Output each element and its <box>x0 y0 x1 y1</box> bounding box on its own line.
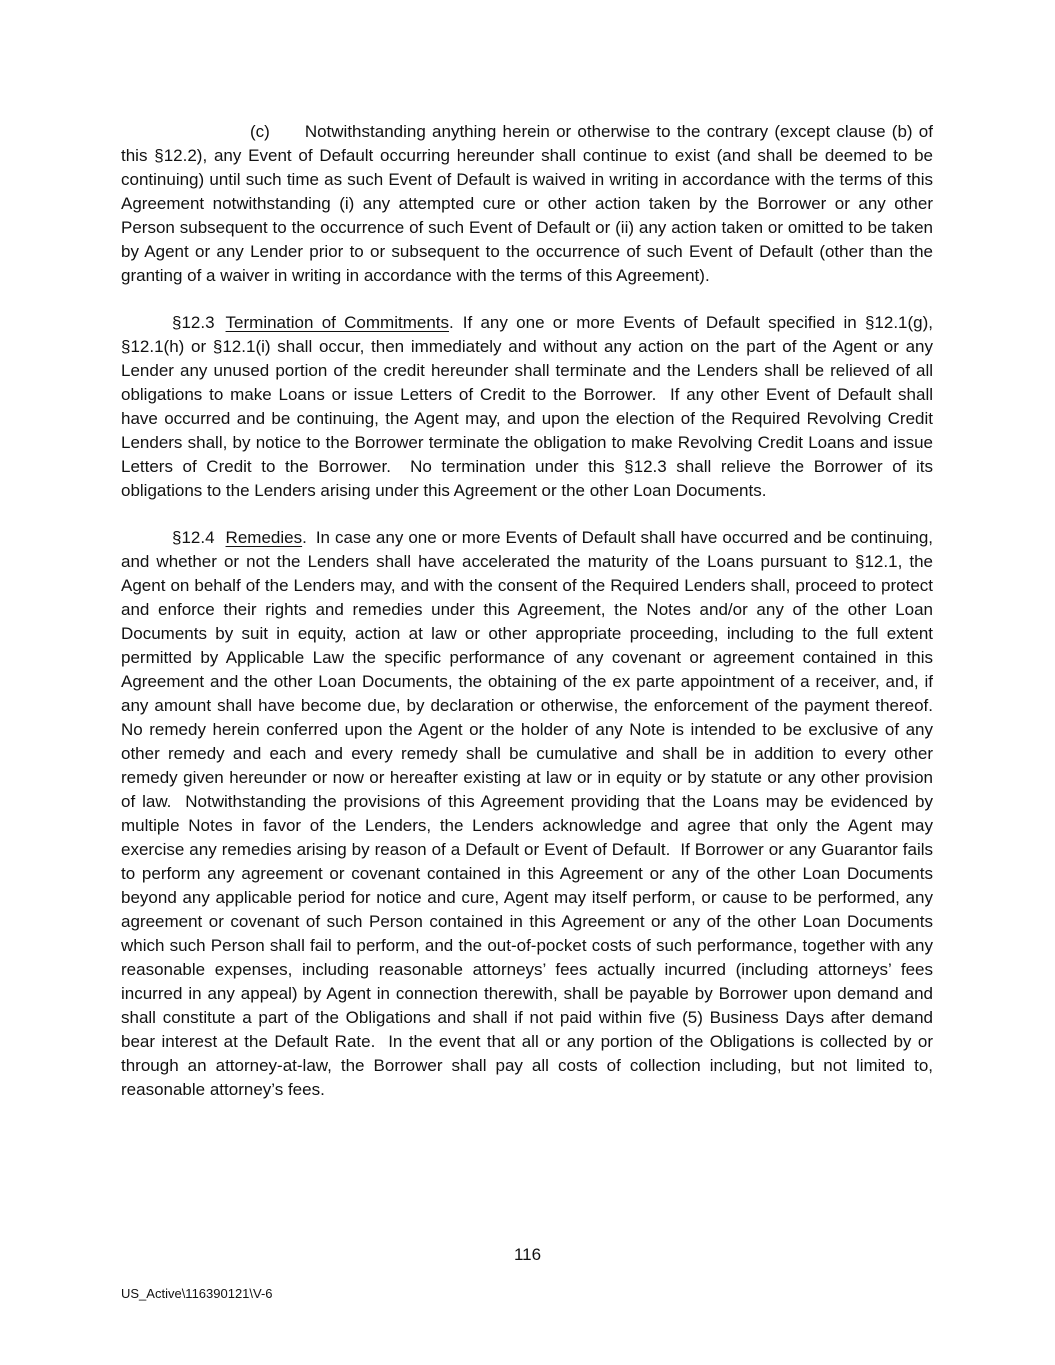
clause-c-text: Notwithstanding anything herein or otherwise to the contrary (except clause (b) of this §12.2), any Event of Default occurring hereunder shall continue to exist (and shall be deemed to be continuing) until such time as such Event of Default is waived in writing in accordance with the terms of this Agreement notwithstanding (i) any attempted cure or other action taken by the Borrower or any other Person subsequent to the occurrence of such Event of Default or (ii) any action taken or omitted to be taken by Agent or any Lender prior to or subsequent to the occurrence of such Event of Default (other than the granting of a waiver in writing in accordance with the terms of this Agreement). <box>121 122 938 285</box>
clause-c-label: (c) <box>250 122 270 141</box>
section-12-4-heading: Remedies <box>225 528 303 547</box>
section-12-4-heading-period: . <box>302 528 307 547</box>
page-number: 116 <box>513 1245 542 1264</box>
section-12-4-number: §12.4 <box>172 528 215 547</box>
section-12-3-heading: Termination of Commitments <box>225 313 450 332</box>
section-12-4-text: In case any one or more Events of Default shall have occurred and be continuing, and whether or not the Lenders shall have accelerated the maturity of the Loans pursuant to §12.1, the Agent on behalf of the Lenders may, and with the consent of the Required Lenders shall, proceed to protect and enforce their rights and remedies under this Agreement, the Notes and/or any of the other Loan Documents by suit in equity, action at law or other appropriate proceeding, including to the full extent permitted by Applicable Law the specific performance of any covenant or agreement contained in this Agreement and the other Loan Documents, the obtaining of the ex parte appointment of a receiver, and, if any amount shall have become due, by declaration or otherwise, the enforcement of the payment thereof. No remedy herein conferred upon the Agent or the holder of any Note is intended to be exclusive of any other remedy and each and every remedy shall be cumulative and shall be in addition to every other remedy given hereunder or now or hereafter existing at law or in equity or by statute or any other provision of law. Notwithstanding the provisions of this Agreement providing that the Loans may be evidenced by multiple Notes in favor of the Lenders, the Lenders acknowledge and agree that only the Agent may exercise any remedies arising by reason of a Default or Event of Default. If Borrower or any Guarantor fails to perform any agreement or covenant contained in this Agreement or any of the other Loan Documents beyond any applicable period for notice and cure, Agent may itself perform, or cause to be performed, any agreement or covenant of such Person contained in this Agreement or any of the other Loan Documents which such Person shall fail to perform, and the out-of-pocket costs of such performance, together with any reasonable expenses, including reasonable attorneys’ fees actually incurred (including attorneys’ fees incurred in any appeal) by Agent in connection therewith, shall be payable by Borrower upon demand and shall constitute a part of the Obligations and shall if not paid within five (5) Business Days after demand bear interest at the Default Rate. In the event that all or any portion of the Obligations is collected by or through an attorney-at-law, the Borrower shall pay all costs of collection including, but not limited to, reasonable attorney’s fees. <box>121 528 943 1099</box>
section-12-4 <box>121 526 943 1102</box>
footer-doc-id: US_Active\116390121\V-6 <box>121 1286 273 1301</box>
document-body <box>121 120 943 1125</box>
section-12-3-text: If any one or more Events of Default specified in §12.1(g), §12.1(h) or §12.1(i) shall occur, then immediately and without any action on the part of the Agent or any Lender any unused portion of the credit hereunder shall terminate and the Lenders shall be relieved of all obligations to make Loans or issue Letters of Credit to the Borrower. If any other Event of Default shall have occurred and be continuing, the Agent may, and upon the election of the Required Revolving Credit Lenders shall, by notice to the Borrower terminate the obligation to make Revolving Credit Loans and issue Letters of Credit to the Borrower. No termination under this §12.3 shall relieve the Borrower of its obligations to the Lenders arising under this Agreement or the other Loan Documents. <box>121 313 938 500</box>
section-12-3 <box>121 311 938 503</box>
section-12-3-heading-period: . <box>449 313 454 332</box>
paragraph-clause-c <box>121 120 938 288</box>
section-12-3-number: §12.3 <box>172 313 215 332</box>
